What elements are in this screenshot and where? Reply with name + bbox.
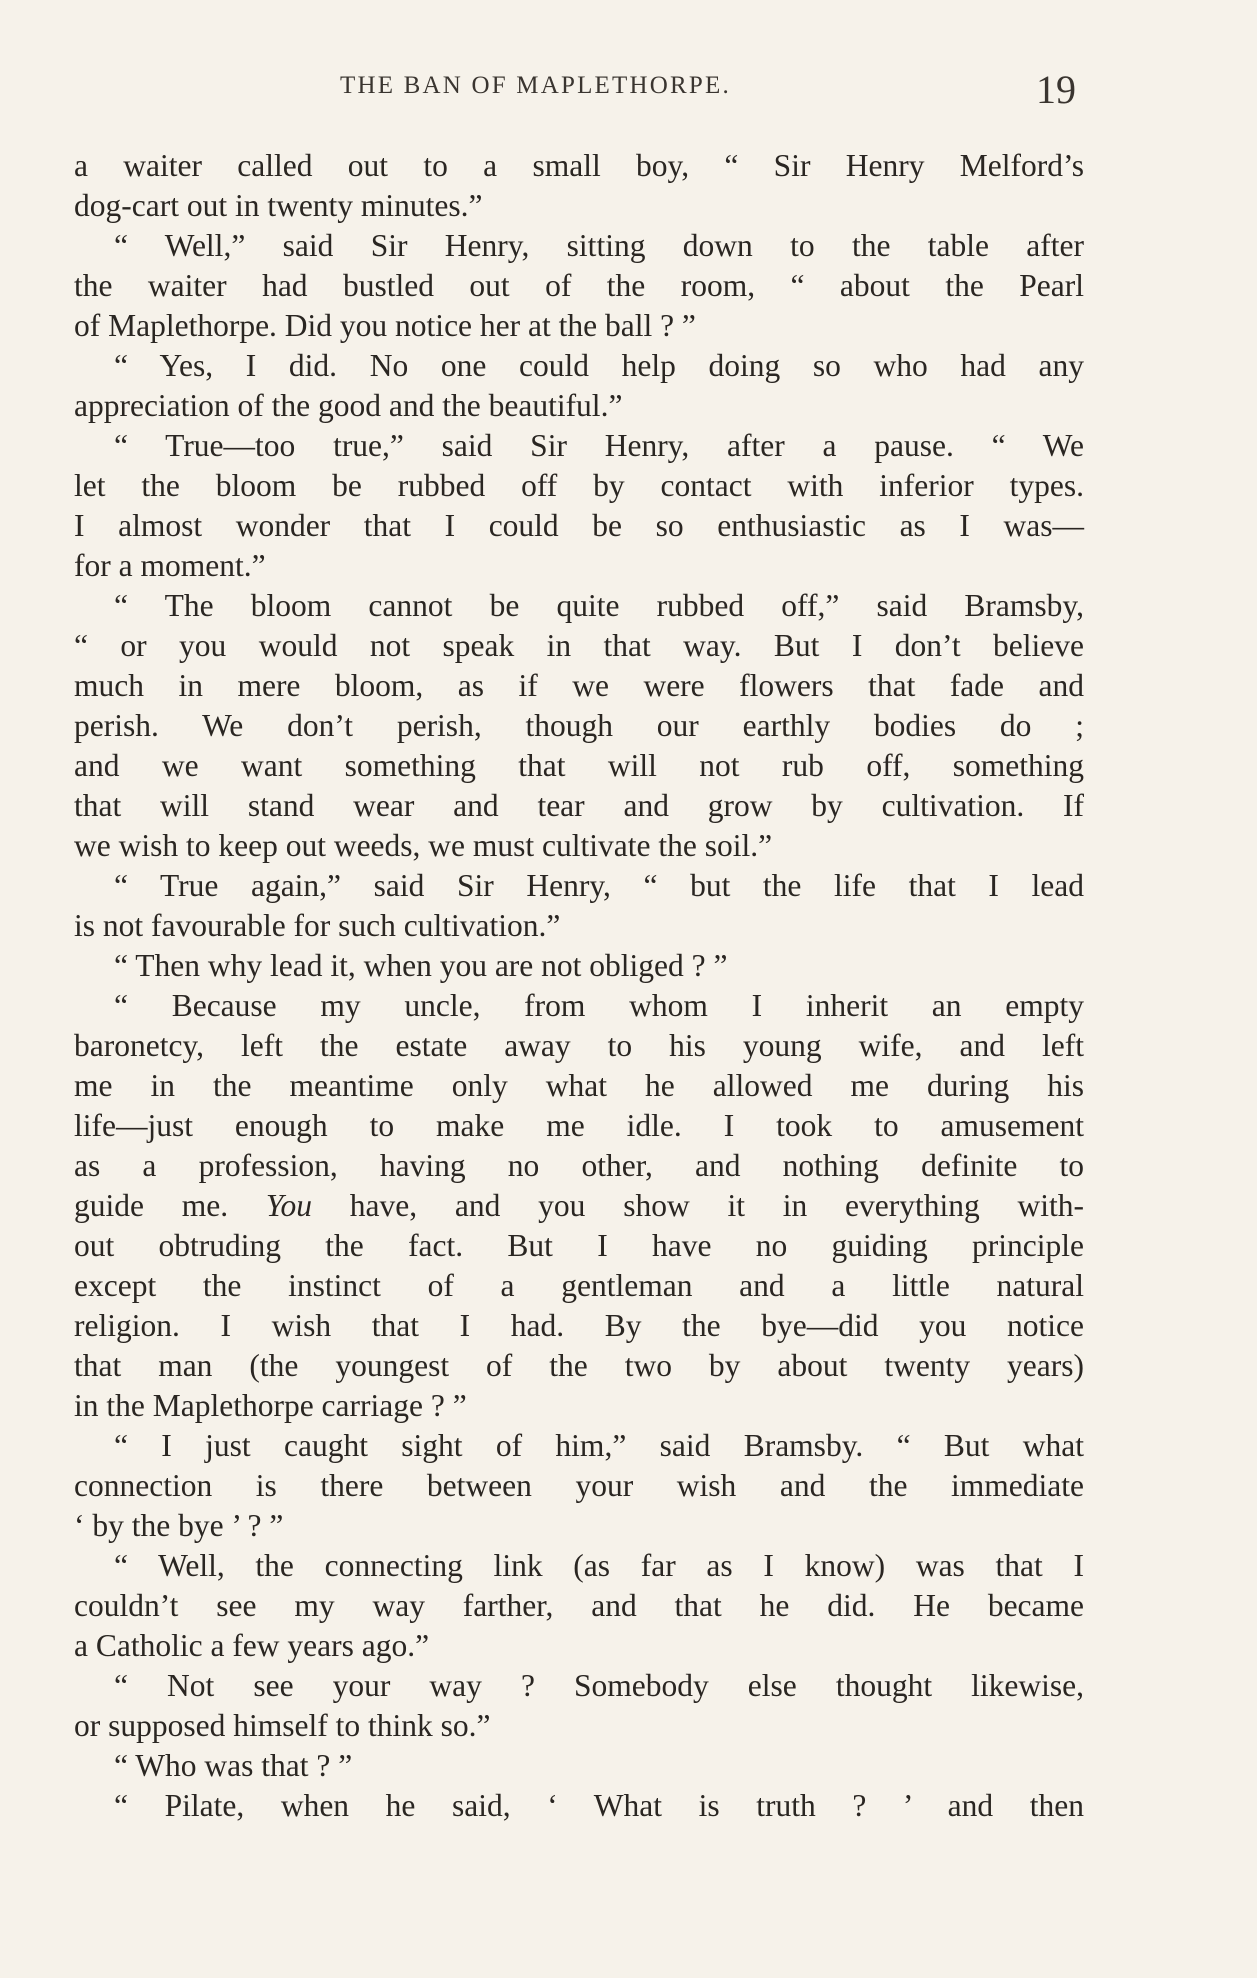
text-line: I almost wonder that I could be so enthusiastic as I was— [74, 508, 1084, 543]
text-line: me in the meantime only what he allowed me during his [74, 1068, 1084, 1103]
text-line: “ I just caught sight of him,” said Bramsby. “ But what [114, 1428, 1084, 1463]
text-line: “ Not see your way ? Somebody else thought likewise, [114, 1668, 1084, 1703]
text-line: “ Well, the connecting link (as far as I know) was that I [114, 1548, 1084, 1583]
text-line: “ The bloom cannot be quite rubbed off,” said Bramsby, [114, 588, 1084, 623]
text-line: is not favourable for such cultivation.” [74, 908, 561, 943]
text-line: religion. I wish that I had. By the bye—did you notice [74, 1308, 1084, 1343]
text-line: for a moment.” [74, 548, 266, 583]
text-line: ‘ by the bye ’ ? ” [74, 1508, 284, 1543]
text-line: perish. We don’t perish, though our earthly bodies do ; [74, 708, 1084, 743]
text-line: baronetcy, left the estate away to his young wife, and left [74, 1028, 1084, 1063]
text-line: a Catholic a few years ago.” [74, 1628, 430, 1663]
text-line: “ Then why lead it, when you are not obliged ? ” [114, 948, 728, 983]
text-line: we wish to keep out weeds, we must cultivate the soil.” [74, 828, 773, 863]
text-run: guide me. [74, 1188, 266, 1223]
text-line: much in mere bloom, as if we were flowers that fade and [74, 668, 1084, 703]
text-line: “ Well,” said Sir Henry, sitting down to the table after [114, 228, 1084, 263]
text-line [74, 1186, 1084, 1226]
text-run: have, and you show it in everything with- [312, 1188, 1084, 1223]
text-line: “ Yes, I did. No one could help doing so who had any [114, 348, 1084, 383]
text-line: except the instinct of a gentleman and a little natural [74, 1268, 1084, 1303]
text-line: “ True again,” said Sir Henry, “ but the life that I lead [114, 868, 1084, 903]
text-line: “ or you would not speak in that way. But I don’t believe [74, 628, 1084, 663]
text-line: “ Pilate, when he said, ‘ What is truth ? ’ and then [114, 1788, 1084, 1823]
text-line: that will stand wear and tear and grow by cultivation. If [74, 788, 1084, 823]
text-line: out obtruding the fact. But I have no guiding principle [74, 1228, 1084, 1263]
text-line: life—just enough to make me idle. I took to amusement [74, 1108, 1084, 1143]
text-line: the waiter had bustled out of the room, “ about the Pearl [74, 268, 1084, 303]
text-line: “ Who was that ? ” [114, 1748, 353, 1783]
text-line: or supposed himself to think so.” [74, 1708, 491, 1743]
text-line: as a profession, having no other, and nothing definite to [74, 1148, 1084, 1183]
text-line: and we want something that will not rub off, something [74, 748, 1084, 783]
text-line: let the bloom be rubbed off by contact with inferior types. [74, 468, 1084, 503]
text-line: that man (the youngest of the two by about twenty years) [74, 1348, 1084, 1383]
emphasis: You [265, 1188, 313, 1223]
running-head: THE BAN OF MAPLETHORPE. [340, 72, 731, 99]
text-line: connection is there between your wish and the immediate [74, 1468, 1084, 1503]
page-number: 19 [1036, 67, 1076, 112]
text-line: of Maplethorpe. Did you notice her at the ball ? ” [74, 308, 696, 343]
text-line: a waiter called out to a small boy, “ Sir Henry Melford’s [74, 148, 1084, 183]
text-line: appreciation of the good and the beautiful.” [74, 388, 623, 423]
body-text [74, 146, 1084, 1826]
text-line: in the Maplethorpe carriage ? ” [74, 1388, 467, 1423]
text-line: couldn’t see my way farther, and that he did. He became [74, 1588, 1084, 1623]
text-line: “ Because my uncle, from whom I inherit an empty [114, 988, 1084, 1023]
text-line: “ True—too true,” said Sir Henry, after a pause. “ We [114, 428, 1084, 463]
text-line: dog-cart out in twenty minutes.” [74, 188, 483, 223]
